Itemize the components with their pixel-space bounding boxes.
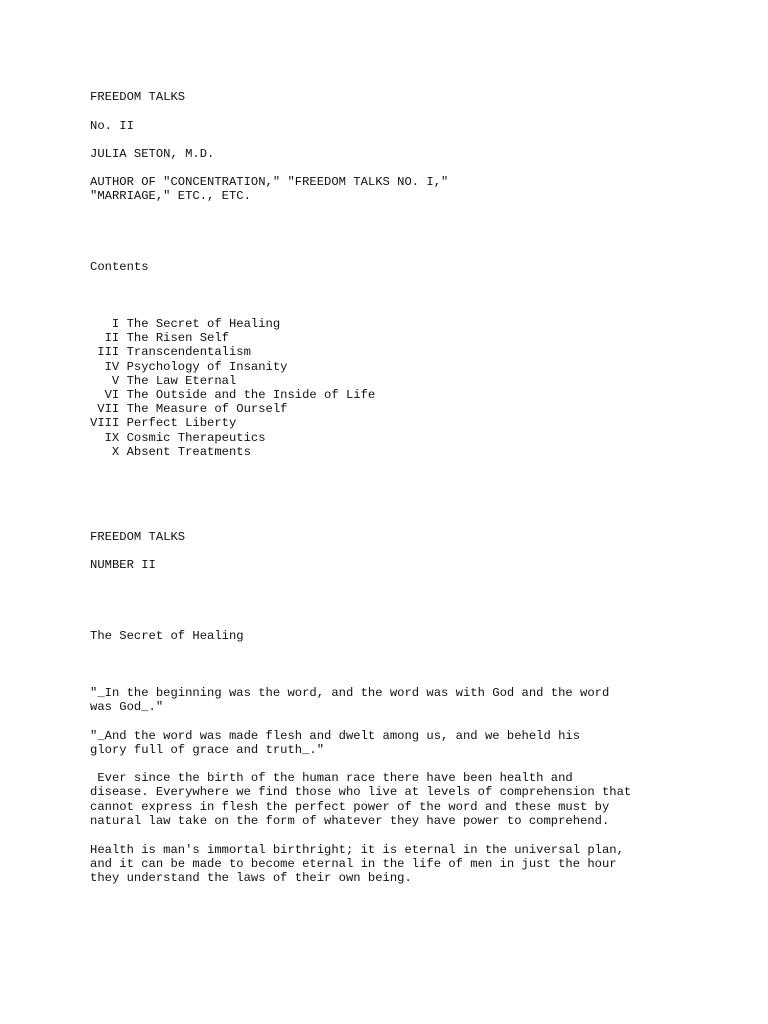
toc-item [90, 402, 287, 416]
toc-item-numeral: VI [104, 388, 120, 402]
paragraph-2-line-2: and it can be made to become eternal in the life of men in just the hour [90, 857, 617, 871]
author-credits-line-1: AUTHOR OF "CONCENTRATION," "FREEDOM TALKS NO. I," [90, 175, 449, 189]
paragraph-1-line-4: natural law take on the form of whatever they have power to comprehend. [90, 814, 610, 828]
toc-item [90, 416, 236, 430]
epigraph-2-line-2: glory full of grace and truth_." [90, 743, 325, 757]
toc-item-numeral: II [104, 331, 120, 346]
epigraph-1-line-2: was God_." [90, 700, 164, 714]
toc-item-title: The Risen Self [126, 331, 229, 346]
toc-item-title: The Law Eternal [126, 373, 237, 388]
part-number: NUMBER II [90, 558, 156, 572]
paragraph-2-line-1: Health is man's immortal birthright; it is eternal in the universal plan, [90, 843, 624, 857]
toc-item [90, 317, 280, 331]
author-name: JULIA SETON, M.D. [90, 147, 215, 161]
toc-item [90, 445, 251, 459]
toc-item [90, 388, 375, 402]
paragraph-1-line-3: cannot express in flesh the perfect power of the word and these must by [90, 800, 610, 814]
toc-item-numeral: VII [97, 402, 120, 417]
toc-item-title: The Measure of Ourself [126, 402, 288, 417]
paragraph-1-line-1: Ever since the birth of the human race there have been health and [90, 771, 573, 785]
author-credits-line-2: "MARRIAGE," ETC., ETC. [90, 189, 251, 203]
toc-item-numeral: X [111, 444, 120, 459]
toc-item [90, 331, 229, 345]
epigraph-2-line-1: "_And the word was made flesh and dwelt among us, and we beheld his [90, 729, 581, 743]
toc-item-title: Cosmic Therapeutics [126, 430, 266, 445]
toc-item-title: The Secret of Healing [126, 317, 281, 331]
toc-item-title: Psychology of Insanity [126, 359, 288, 374]
toc-item [90, 345, 251, 359]
toc-item-numeral: IX [104, 430, 120, 445]
part-title: FREEDOM TALKS [90, 530, 186, 544]
toc-item-title: Perfect Liberty [126, 416, 237, 431]
toc-item-numeral: I [111, 317, 120, 331]
paragraph-1-line-2: disease. Everywhere we find those who live at levels of comprehension that [90, 785, 632, 799]
toc-item [90, 374, 236, 388]
contents-heading: Contents [90, 260, 149, 274]
epigraph-1-line-1: "_In the beginning was the word, and the word was with God and the word [90, 686, 610, 700]
toc-item [90, 360, 287, 374]
toc-item-numeral: VIII [90, 416, 120, 431]
toc-item-title: The Outside and the Inside of Life [126, 388, 376, 402]
toc-item [90, 431, 266, 445]
toc-item-numeral: IV [104, 359, 120, 374]
toc-item-numeral: V [111, 373, 120, 388]
toc-item-title: Absent Treatments [126, 444, 251, 459]
volume-number: No. II [90, 119, 134, 133]
book-title: FREEDOM TALKS [90, 90, 186, 104]
toc-item-title: Transcendentalism [126, 345, 251, 360]
toc-item-numeral: III [97, 345, 120, 360]
chapter-title: The Secret of Healing [90, 629, 244, 643]
paragraph-2-line-3: they understand the laws of their own being. [90, 871, 412, 885]
